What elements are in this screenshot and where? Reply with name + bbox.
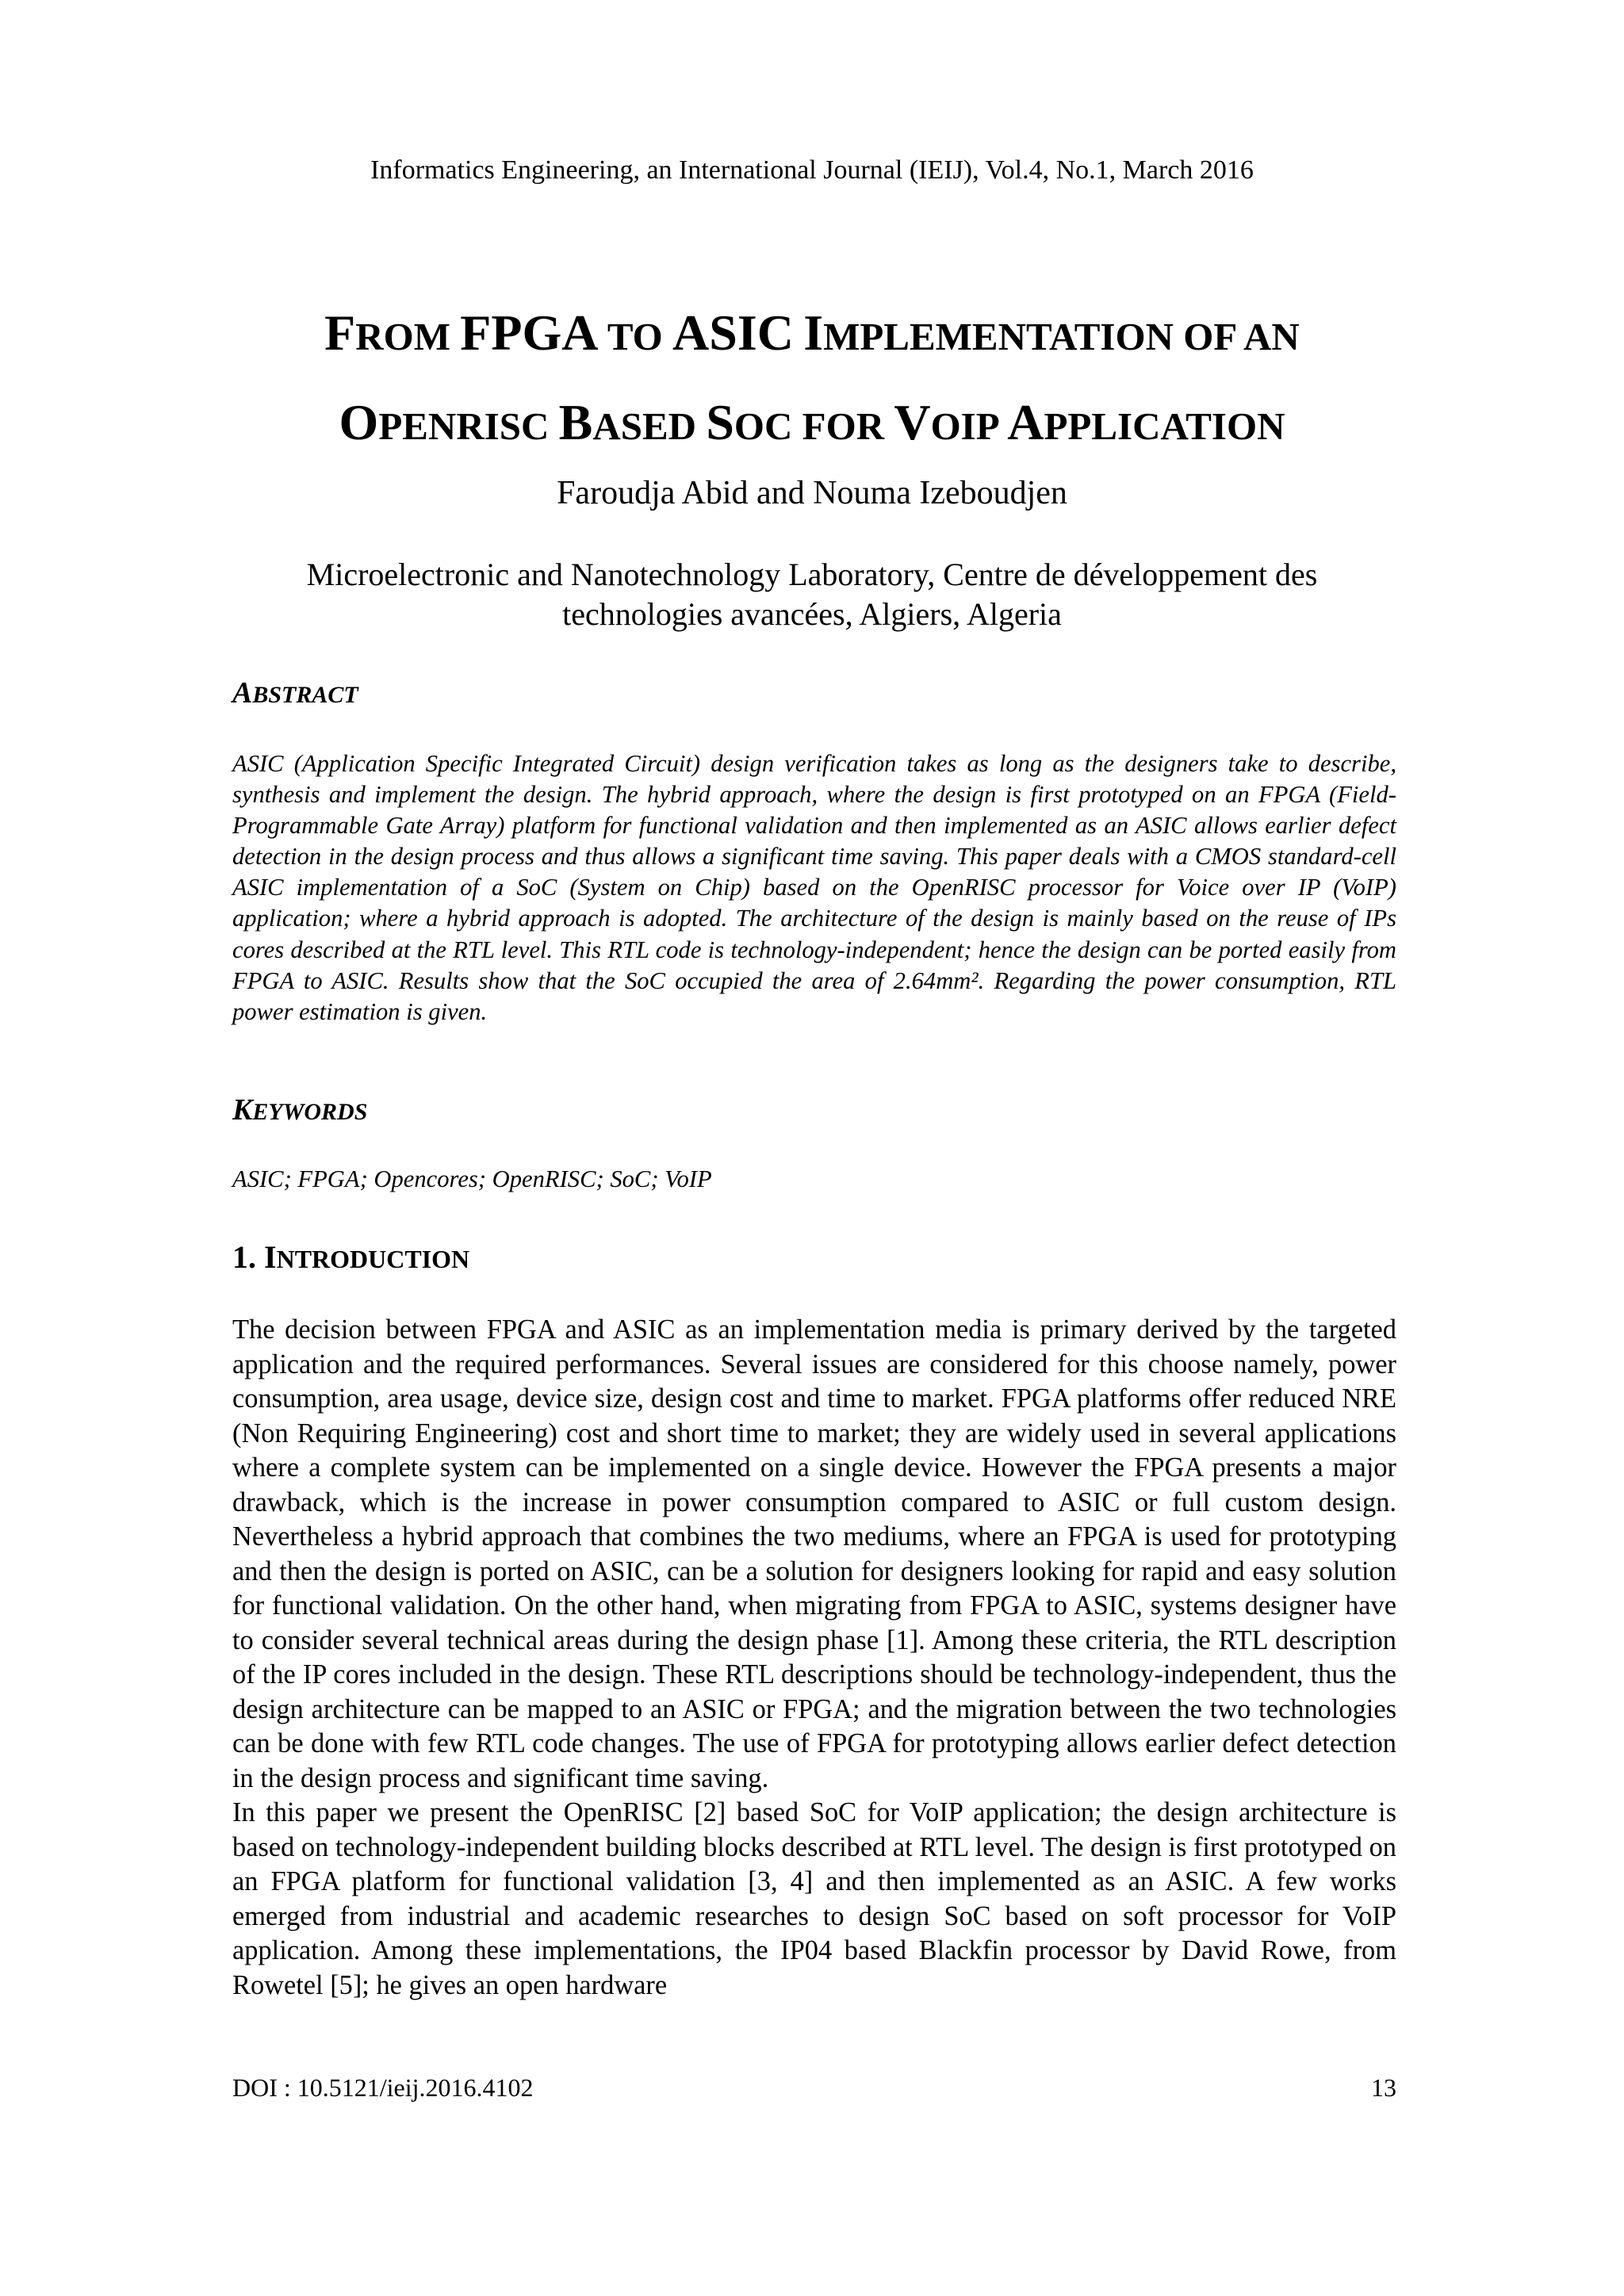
page-number: 13	[1371, 2073, 1396, 2102]
introduction-heading-cap: I	[264, 1239, 277, 1275]
introduction-body	[232, 1313, 1396, 2003]
title-word-1-6-rest: OF AN	[1183, 315, 1300, 358]
affiliation-line-1: Microelectronic and Nanotechnology Laboratory, Centre de développement des	[306, 557, 1318, 592]
title-word-2-5-cap: V	[894, 394, 931, 450]
title-word-1-5-rest: MPLEMENTATION	[823, 315, 1184, 358]
introduction-paragraph-1: The decision between FPGA and ASIC as an implementation media is primary derived by the targeted application and the required performances. Several issues are considered for this choose namely, power consumption, area usage, device size, design cost and time to market. FPGA platforms offer reduced NRE (Non Requiring Engineering) cost and short time to market; they are widely used in several applications where a complete system can be implemented on a single device. However the FPGA presents a major drawback, which is the increase in power consumption compared to ASIC or full custom design. Nevertheless a hybrid approach that combines the two mediums, where an FPGA is used for prototyping and then the design is ported on ASIC, can be a solution for designers looking for rapid and easy solution for functional validation. On the other hand, when migrating from FPGA to ASIC, systems designer have to consider several technical areas during the design phase [1]. Among these criteria, the RTL description of the IP cores included in the design. These RTL descriptions should be technology-independent, thus the design architecture can be mapped to an ASIC or FPGA; and the migration between the two technologies can be done with few RTL code changes. The use of FPGA for prototyping allows earlier defect detection in the design process and significant time saving.	[232, 1314, 1396, 1793]
title-word-2-5-rest: OIP	[930, 404, 1008, 448]
keywords-heading-rest: EYWORDS	[252, 1099, 368, 1125]
introduction-heading	[232, 1238, 469, 1276]
keywords-heading	[232, 1093, 367, 1127]
title-word-2-1-cap: O	[339, 394, 379, 450]
title-line-2	[127, 385, 1497, 474]
abstract-heading-cap: A	[232, 676, 253, 710]
title-word-1-4-cap: ASIC	[672, 304, 794, 361]
affiliation	[238, 555, 1386, 634]
title-word-2-2-rest: ASED	[592, 404, 707, 448]
title-word-2-4-rest: FOR	[802, 404, 894, 448]
title-word-2-3-cap: S	[706, 394, 734, 450]
running-header: Informatics Engineering, an International Journal (IEIJ), Vol.4, No.1, March 2016	[370, 155, 1254, 185]
title-word-2-3-rest: OC	[733, 404, 802, 448]
title-word-2-2-cap: B	[558, 394, 593, 450]
footer-doi: DOI : 10.5121/ieij.2016.4102	[232, 2073, 534, 2102]
introduction-heading-number: 1.	[232, 1239, 264, 1275]
title-word-1-2-rest	[598, 315, 607, 358]
title-word-1-3-rest: TO	[607, 315, 672, 358]
abstract-text: ASIC (Application Specific Integrated Circuit) design verification takes as long as the designers take to describe, synthesis and implement the design. The hybrid approach, where the design is first prototyped on an FPGA (Field-Programmable Gate Array) platform for functional validation and then implemented as an ASIC allows earlier defect detection in the design process and thus allows a significant time saving. This paper deals with a CMOS standard-cell ASIC implementation of a SoC (System on Chip) based on the OpenRISC processor for Voice over IP (VoIP) application; where a hybrid approach is adopted. The architecture of the design is mainly based on the reuse of IPs cores described at the RTL level. This RTL code is technology-independent; hence the design can be ported easily from FPGA to ASIC. Results show that the SoC occupied the area of 2.64mm². Regarding the power consumption, RTL power estimation is given.	[232, 750, 1396, 1025]
keywords-heading-cap: K	[232, 1093, 253, 1127]
introduction-heading-rest: NTRODUCTION	[276, 1245, 470, 1273]
title-word-2-6-cap: A	[1007, 394, 1044, 450]
title-word-2-6-rest: PPLICATION	[1044, 404, 1285, 448]
title-word-2-1-rest: PENRISC	[378, 404, 559, 448]
paper-title	[127, 295, 1497, 474]
title-word-1-4-rest	[794, 315, 803, 358]
title-word-1-2-cap: FPGA	[460, 304, 599, 361]
abstract-heading-rest: BSTRACT	[252, 682, 358, 708]
title-line-1	[127, 295, 1497, 385]
keywords-text: ASIC; FPGA; Opencores; OpenRISC; SoC; VoIP	[232, 1165, 712, 1192]
title-word-1-1-rest: ROM	[355, 315, 461, 358]
authors: Faroudja Abid and Nouma Izeboudjen	[557, 475, 1067, 511]
affiliation-line-2: technologies avancées, Algiers, Algeria	[562, 596, 1062, 632]
introduction-paragraph-2: In this paper we present the OpenRISC [2] based SoC for VoIP application; the design architecture is based on technology-independent building blocks described at RTL level. The design is first prototyped on an FPGA platform for functional validation [3, 4] and then implemented as an ASIC. A few works emerged from industrial and academic researches to design SoC based on soft processor for VoIP application. Among these implementations, the IP04 based Blackfin processor by David Rowe, from Rowetel [5]; he gives an open hardware	[232, 1797, 1396, 2000]
title-word-1-1-cap: F	[324, 304, 356, 361]
title-word-1-5-cap: I	[803, 304, 824, 361]
abstract-heading	[232, 675, 358, 710]
